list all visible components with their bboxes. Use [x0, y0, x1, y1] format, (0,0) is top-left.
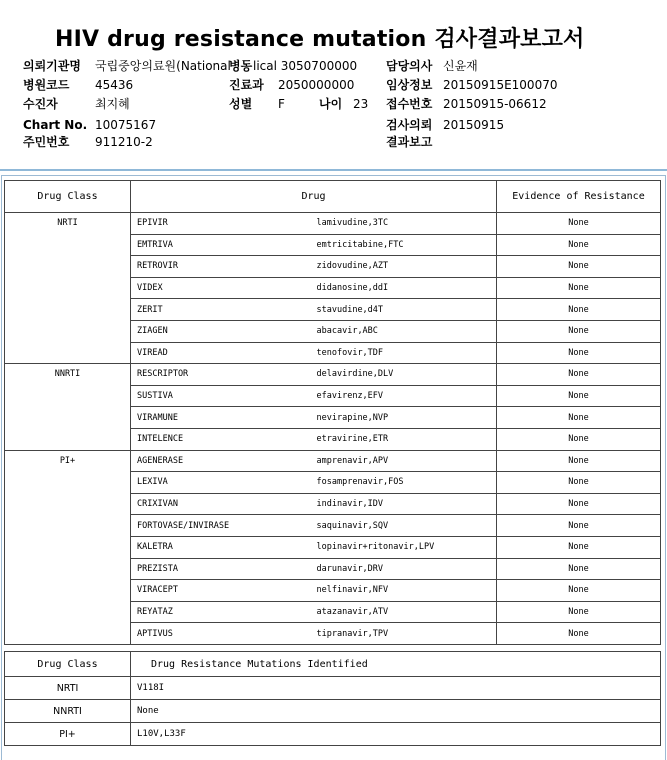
ward-value: lical 3050700000 — [253, 59, 358, 73]
generic-name-cell: stavudine,d4T — [311, 299, 497, 321]
table-row — [5, 677, 661, 700]
generic-name-cell: zidovudine,AZT — [311, 256, 497, 278]
result-report-label: 결과보고 — [386, 135, 433, 149]
evidence-cell: None — [497, 256, 661, 278]
clinical-value: 20150915E100070 — [443, 78, 558, 92]
mutation-value-cell: L10V,L33F — [131, 723, 661, 746]
brand-name-cell: ZERIT — [131, 299, 311, 321]
rrn-label: 주민번호 — [23, 135, 70, 149]
table-row — [5, 213, 661, 235]
drug-table-body — [5, 213, 661, 645]
header-divider — [0, 169, 667, 171]
generic-name-cell: darunavir,DRV — [311, 558, 497, 580]
evidence-cell: None — [497, 407, 661, 429]
request-label: 검사의뢰 — [386, 118, 433, 132]
brand-name-cell: SUSTIVA — [131, 385, 311, 407]
drug-class-cell: NRTI — [5, 213, 131, 364]
table-header-row — [5, 181, 661, 213]
brand-name-cell: FORTOVASE/INVIRASE — [131, 515, 311, 537]
generic-name-cell: atazanavir,ATV — [311, 601, 497, 623]
evidence-cell: None — [497, 558, 661, 580]
mutations-header-row — [5, 652, 661, 677]
receipt-label: 접수번호 — [386, 97, 433, 111]
generic-name-cell: amprenavir,APV — [311, 450, 497, 472]
mutation-value-cell: V118I — [131, 677, 661, 700]
patient-label: 수진자 — [23, 97, 58, 111]
drug-header: Drug — [131, 181, 497, 213]
brand-name-cell: PREZISTA — [131, 558, 311, 580]
evidence-cell: None — [497, 364, 661, 386]
institution-label: 의뢰기관명 — [23, 59, 81, 73]
generic-name-cell: tenofovir,TDF — [311, 342, 497, 364]
evidence-cell: None — [497, 342, 661, 364]
mutations-table-body — [5, 677, 661, 746]
brand-name-cell: VIREAD — [131, 342, 311, 364]
ward-label: 병동 — [229, 59, 253, 73]
evidence-cell: None — [497, 277, 661, 299]
evidence-cell: None — [497, 580, 661, 602]
receipt-value: 20150915-06612 — [443, 97, 547, 111]
evidence-cell: None — [497, 428, 661, 450]
mutation-class-cell: NRTI — [5, 677, 131, 700]
table-row — [5, 723, 661, 746]
brand-name-cell: VIRAMUNE — [131, 407, 311, 429]
table-row — [5, 450, 661, 472]
drug-resistance-table — [4, 180, 661, 645]
generic-name-cell: didanosine,ddI — [311, 277, 497, 299]
drug-class-cell: NNRTI — [5, 364, 131, 450]
hospital-code-label: 병원코드 — [23, 78, 70, 92]
generic-name-cell: saquinavir,SQV — [311, 515, 497, 537]
chart-no-value: 10075167 — [95, 118, 157, 132]
evidence-cell: None — [497, 601, 661, 623]
generic-name-cell: emtricitabine,FTC — [311, 234, 497, 256]
generic-name-cell: nevirapine,NVP — [311, 407, 497, 429]
mutation-class-cell: PI+ — [5, 723, 131, 746]
mutations-identified-header: Drug Resistance Mutations Identified — [131, 652, 661, 677]
request-value: 20150915 — [443, 118, 505, 132]
evidence-cell: None — [497, 234, 661, 256]
generic-name-cell: delavirdine,DLV — [311, 364, 497, 386]
drug-class-cell: PI+ — [5, 450, 131, 644]
table-row — [5, 700, 661, 723]
drug-class-header: Drug Class — [5, 181, 131, 213]
brand-name-cell: LEXIVA — [131, 472, 311, 494]
mutation-value-cell: None — [131, 700, 661, 723]
age-value: 23 — [353, 97, 369, 111]
brand-name-cell: VIDEX — [131, 277, 311, 299]
generic-name-cell: efavirenz,EFV — [311, 385, 497, 407]
brand-name-cell: REYATAZ — [131, 601, 311, 623]
brand-name-cell: AGENERASE — [131, 450, 311, 472]
evidence-cell: None — [497, 472, 661, 494]
mutations-class-header: Drug Class — [5, 652, 131, 677]
clinical-label: 임상정보 — [386, 78, 433, 92]
evidence-cell: None — [497, 385, 661, 407]
dept-value: 2050000000 — [278, 78, 355, 92]
brand-name-cell: CRIXIVAN — [131, 493, 311, 515]
report-title: HIV drug resistance mutation 검사결과보고서 — [55, 27, 585, 52]
rrn-value: 911210-2 — [95, 135, 153, 149]
age-label: 나이 — [319, 97, 343, 111]
institution-value: 국립중앙의료원(National — [95, 59, 231, 73]
evidence-cell: None — [497, 299, 661, 321]
evidence-cell: None — [497, 320, 661, 342]
generic-name-cell: nelfinavir,NFV — [311, 580, 497, 602]
evidence-header: Evidence of Resistance — [497, 181, 661, 213]
generic-name-cell: indinavir,IDV — [311, 493, 497, 515]
generic-name-cell: lamivudine,3TC — [311, 213, 497, 235]
doctor-label: 담당의사 — [386, 59, 433, 73]
evidence-cell: None — [497, 493, 661, 515]
institution-row — [23, 59, 81, 73]
brand-name-cell: RETROVIR — [131, 256, 311, 278]
brand-name-cell: APTIVUS — [131, 623, 311, 645]
table-row — [5, 364, 661, 386]
generic-name-cell: lopinavir+ritonavir,LPV — [311, 536, 497, 558]
brand-name-cell: ZIAGEN — [131, 320, 311, 342]
generic-name-cell: etravirine,ETR — [311, 428, 497, 450]
dept-label: 진료과 — [229, 78, 264, 92]
evidence-cell: None — [497, 450, 661, 472]
brand-name-cell: EPIVIR — [131, 213, 311, 235]
sex-label: 성별 — [229, 97, 253, 111]
generic-name-cell: abacavir,ABC — [311, 320, 497, 342]
evidence-cell: None — [497, 623, 661, 645]
generic-name-cell: tipranavir,TPV — [311, 623, 497, 645]
brand-name-cell: RESCRIPTOR — [131, 364, 311, 386]
evidence-cell: None — [497, 536, 661, 558]
chart-no-label: Chart No. — [23, 118, 88, 132]
generic-name-cell: fosamprenavir,FOS — [311, 472, 497, 494]
doctor-value: 신윤재 — [443, 59, 478, 73]
mutations-table — [4, 651, 661, 746]
hospital-code-value: 45436 — [95, 78, 134, 92]
mutation-class-cell: NNRTI — [5, 700, 131, 723]
evidence-cell: None — [497, 515, 661, 537]
brand-name-cell: EMTRIVA — [131, 234, 311, 256]
evidence-cell: None — [497, 213, 661, 235]
brand-name-cell: VIRACEPT — [131, 580, 311, 602]
brand-name-cell: INTELENCE — [131, 428, 311, 450]
sex-value: F — [278, 97, 285, 111]
patient-value: 최지혜 — [95, 97, 130, 111]
brand-name-cell: KALETRA — [131, 536, 311, 558]
